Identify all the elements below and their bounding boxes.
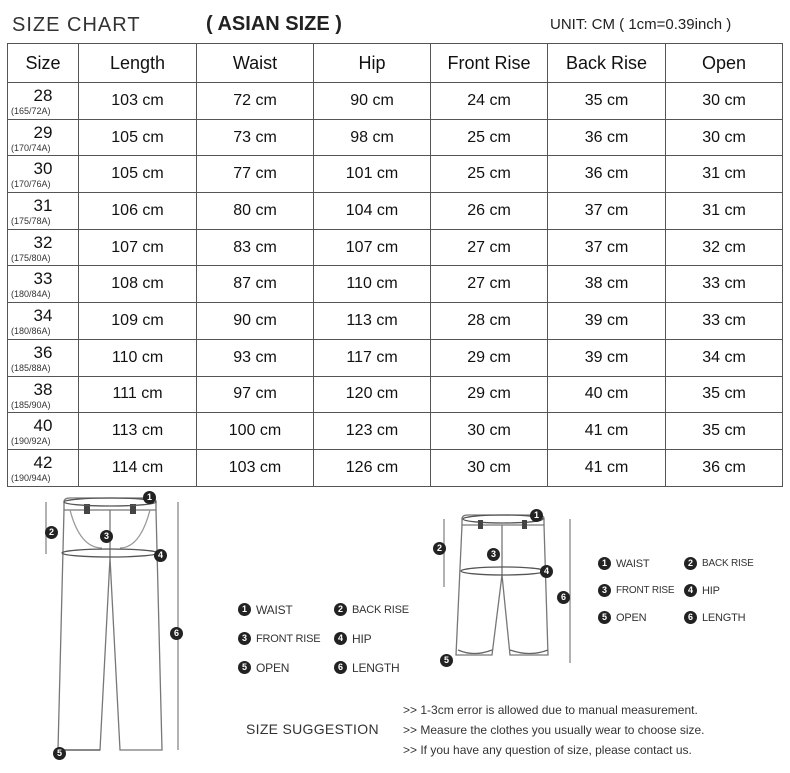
shorts-marker-2-icon: 2	[433, 542, 446, 555]
col-header-back-rise: Back Rise	[548, 44, 666, 83]
marker-5-icon: 5	[53, 747, 66, 760]
back-rise-cell: 36 cm	[548, 119, 666, 156]
front-rise-cell: 27 cm	[431, 229, 548, 266]
shorts-marker-5-icon: 5	[440, 654, 453, 667]
suggestion-line: >> 1-3cm error is allowed due to manual measurement.	[403, 703, 698, 717]
suggestion-line: >> If you have any question of size, please contact us.	[403, 743, 692, 757]
size-code: (175/78A)	[11, 216, 51, 227]
waist-cell: 90 cm	[197, 303, 314, 340]
waist-cell: 93 cm	[197, 339, 314, 376]
front-rise-cell: 29 cm	[431, 339, 548, 376]
chart-subtitle: ( ASIAN SIZE )	[206, 13, 342, 35]
length-cell: 105 cm	[79, 119, 197, 156]
size-cell	[8, 156, 79, 193]
col-header-hip: Hip	[314, 44, 431, 83]
shorts-marker-3-icon: 3	[487, 548, 500, 561]
back-rise-cell: 38 cm	[548, 266, 666, 303]
size-number: 36	[33, 342, 53, 362]
shorts-marker-6-icon: 6	[557, 591, 570, 604]
hip-cell: 107 cm	[314, 229, 431, 266]
back-rise-cell: 40 cm	[548, 376, 666, 413]
waist-cell: 73 cm	[197, 119, 314, 156]
length-cell: 106 cm	[79, 193, 197, 230]
col-header-open: Open	[666, 44, 783, 83]
size-table	[7, 43, 783, 487]
size-number: 32	[33, 232, 53, 252]
open-cell: 35 cm	[666, 376, 783, 413]
size-cell	[8, 339, 79, 376]
hip-cell: 117 cm	[314, 339, 431, 376]
table-row	[8, 229, 783, 266]
length-cell: 111 cm	[79, 376, 197, 413]
shorts-marker-4-icon: 4	[540, 565, 553, 578]
table-row	[8, 413, 783, 450]
open-cell: 30 cm	[666, 83, 783, 120]
waist-cell: 83 cm	[197, 229, 314, 266]
size-cell	[8, 413, 79, 450]
back-rise-cell: 39 cm	[548, 339, 666, 376]
chart-title: SIZE CHART	[12, 14, 141, 36]
length-cell: 103 cm	[79, 83, 197, 120]
front-rise-cell: 26 cm	[431, 193, 548, 230]
col-header-length: Length	[79, 44, 197, 83]
shorts-diagram	[430, 505, 600, 670]
size-cell	[8, 449, 79, 486]
marker-4-icon: 4	[154, 549, 167, 562]
length-cell: 109 cm	[79, 303, 197, 340]
front-rise-cell: 25 cm	[431, 156, 548, 193]
measurement-legend-1: 1 WAIST 2 BACK RISE 3 FRONT RISE 4 HIP 5 OPEN 6 LENGTH	[238, 595, 409, 682]
open-cell: 34 cm	[666, 339, 783, 376]
open-cell: 30 cm	[666, 119, 783, 156]
length-cell: 110 cm	[79, 339, 197, 376]
size-code: (185/90A)	[11, 399, 51, 410]
size-suggestion-title: SIZE SUGGESTION	[246, 721, 379, 737]
size-number: 30	[33, 159, 53, 179]
waist-cell: 77 cm	[197, 156, 314, 193]
marker-6-icon: 6	[170, 627, 183, 640]
length-cell: 107 cm	[79, 229, 197, 266]
front-rise-cell: 27 cm	[431, 266, 548, 303]
hip-cell: 126 cm	[314, 449, 431, 486]
table-row	[8, 266, 783, 303]
marker-3-icon: 3	[100, 530, 113, 543]
hip-cell: 120 cm	[314, 376, 431, 413]
shorts-marker-1-icon: 1	[530, 509, 543, 522]
hip-cell: 90 cm	[314, 83, 431, 120]
front-rise-cell: 24 cm	[431, 83, 548, 120]
size-cell	[8, 119, 79, 156]
back-rise-cell: 41 cm	[548, 413, 666, 450]
long-pants-diagram	[40, 488, 210, 773]
unit-note: UNIT: CM ( 1cm=0.39inch )	[550, 16, 732, 33]
size-number: 40	[33, 416, 53, 436]
size-number: 38	[33, 379, 53, 399]
col-header-front-rise: Front Rise	[431, 44, 548, 83]
col-header-waist: Waist	[197, 44, 314, 83]
size-code: (180/84A)	[11, 289, 51, 300]
size-cell	[8, 376, 79, 413]
back-rise-cell: 37 cm	[548, 229, 666, 266]
back-rise-cell: 39 cm	[548, 303, 666, 340]
size-cell	[8, 266, 79, 303]
header	[0, 0, 790, 48]
waist-cell: 80 cm	[197, 193, 314, 230]
length-cell: 105 cm	[79, 156, 197, 193]
front-rise-cell: 29 cm	[431, 376, 548, 413]
measurement-legend-2: 1 WAIST 2 BACK RISE 3 FRONT RISE 4 HIP 5 OPEN 6 LENGTH	[598, 550, 754, 631]
marker-2-icon: 2	[45, 526, 58, 539]
hip-cell: 104 cm	[314, 193, 431, 230]
hip-cell: 101 cm	[314, 156, 431, 193]
open-cell: 31 cm	[666, 156, 783, 193]
table-row	[8, 303, 783, 340]
length-cell: 108 cm	[79, 266, 197, 303]
hip-cell: 113 cm	[314, 303, 431, 340]
table-row	[8, 156, 783, 193]
size-code: (180/86A)	[11, 326, 51, 337]
waist-cell: 103 cm	[197, 449, 314, 486]
table-row	[8, 339, 783, 376]
waist-cell: 100 cm	[197, 413, 314, 450]
front-rise-cell: 30 cm	[431, 413, 548, 450]
size-code: (190/92A)	[11, 436, 51, 447]
front-rise-cell: 30 cm	[431, 449, 548, 486]
hip-cell: 123 cm	[314, 413, 431, 450]
size-code: (190/94A)	[11, 472, 51, 483]
hip-cell: 110 cm	[314, 266, 431, 303]
size-cell	[8, 83, 79, 120]
table-row	[8, 193, 783, 230]
table-row	[8, 376, 783, 413]
table-header-row	[8, 44, 783, 83]
open-cell: 33 cm	[666, 266, 783, 303]
back-rise-cell: 37 cm	[548, 193, 666, 230]
length-cell: 114 cm	[79, 449, 197, 486]
table-row	[8, 83, 783, 120]
marker-1-icon: 1	[143, 491, 156, 504]
table-row	[8, 449, 783, 486]
waist-cell: 72 cm	[197, 83, 314, 120]
size-number: 42	[33, 452, 53, 472]
size-number: 31	[33, 196, 53, 216]
length-cell: 113 cm	[79, 413, 197, 450]
open-cell: 31 cm	[666, 193, 783, 230]
back-rise-cell: 41 cm	[548, 449, 666, 486]
size-number: 34	[33, 306, 53, 326]
size-cell	[8, 193, 79, 230]
size-number: 29	[33, 122, 53, 142]
size-code: (165/72A)	[11, 106, 51, 116]
back-rise-cell: 36 cm	[548, 156, 666, 193]
waist-cell: 87 cm	[197, 266, 314, 303]
size-number: 28	[33, 86, 53, 105]
size-code: (175/80A)	[11, 252, 51, 263]
size-code: (170/74A)	[11, 142, 51, 153]
col-header-size: Size	[8, 44, 79, 83]
size-number: 33	[33, 269, 53, 289]
front-rise-cell: 25 cm	[431, 119, 548, 156]
open-cell: 32 cm	[666, 229, 783, 266]
open-cell: 35 cm	[666, 413, 783, 450]
size-cell	[8, 303, 79, 340]
hip-cell: 98 cm	[314, 119, 431, 156]
table-row	[8, 119, 783, 156]
suggestion-line: >> Measure the clothes you usually wear to choose size.	[403, 723, 705, 737]
size-cell	[8, 229, 79, 266]
size-suggestion-notes	[403, 702, 705, 762]
open-cell: 33 cm	[666, 303, 783, 340]
front-rise-cell: 28 cm	[431, 303, 548, 340]
open-cell: 36 cm	[666, 449, 783, 486]
waist-cell: 97 cm	[197, 376, 314, 413]
size-code: (185/88A)	[11, 362, 51, 373]
back-rise-cell: 35 cm	[548, 83, 666, 120]
size-code: (170/76A)	[11, 179, 51, 190]
